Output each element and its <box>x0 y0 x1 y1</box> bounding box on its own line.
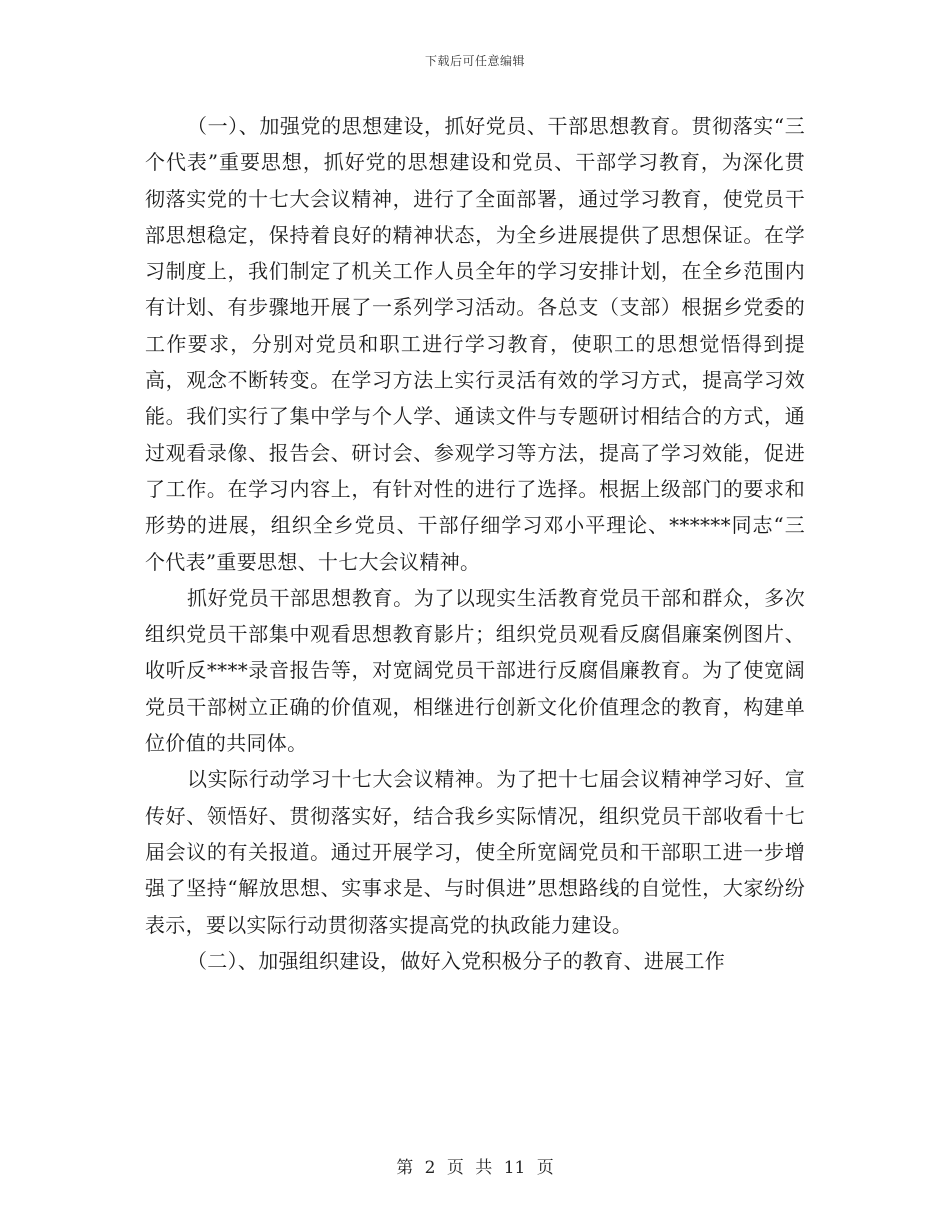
page-header: 下载后可任意编辑 <box>424 54 525 68</box>
section-heading-organization: （二）、加强组织建设，做好入党积极分子的教育、进展工作 <box>187 948 726 973</box>
paragraph-congress-study: 以实际行动学习十七大会议精神。为了把十七届会议精神学习好、宣传好、领悟好、贯彻落实好，结合我乡实际情况，组织党员干部收看十七届会议的有关报道。通过开展学习，使全所宽阔党员和干部职工进一步增强了坚持“解放思想、实事求是、与时俱进”思想路线的自觉性，大家纷纷表示，要以实际行动贯彻落实提高党的执政能力建设。 <box>145 767 805 937</box>
paragraph-education: 抓好党员干部思想教育。为了以现实生活教育党员干部和群众，多次组织党员干部集中观看思想教育影片；组织党员观看反腐倡廉案例图片、收听反****录音报告等，对宽阔党员干部进行反腐倡廉教育。为了使宽阔党员干部树立正确的价值观，相继进行创新文化价值理念的教育，构建单位价值的共同体。 <box>145 585 805 756</box>
paragraph-ideological-building: （一）、加强党的思想建设，抓好党员、干部思想教育。贯彻落实“三个代表”重要思想，抓好党的思想建设和党员、干部学习教育，为深化贯彻落实党的十七大会议精神，进行了全面部署，通过学习教育，使党员干部思想稳定，保持着良好的精神状态，为全乡进展提供了思想保证。在学习制度上，我们制定了机关工作人员全年的学习安排计划，在全乡范围内有计划、有步骤地开展了一系列学习活动。各总支（支部）根据乡党委的工作要求，分别对党员和职工进行学习教育，使职工的思想觉悟得到提高，观念不断转变。在学习方法上实行灵活有效的学习方式，提高学习效能。我们实行了集中学与个人学、通读文件与专题研讨相结合的方式，通过观看录像、报告会、研讨会、参观学习等方法，提高了学习效能，促进了工作。在学习内容上，有针对性的进行了选择。根据上级部门的要求和形势的进展，组织全乡党员、干部仔细学习邓小平理论、******同志“三个代表”重要思想、十七大会议精神。 <box>145 114 805 574</box>
page-number-footer: 第 2 页 共 11 页 <box>396 1158 554 1178</box>
document-body <box>145 108 805 979</box>
